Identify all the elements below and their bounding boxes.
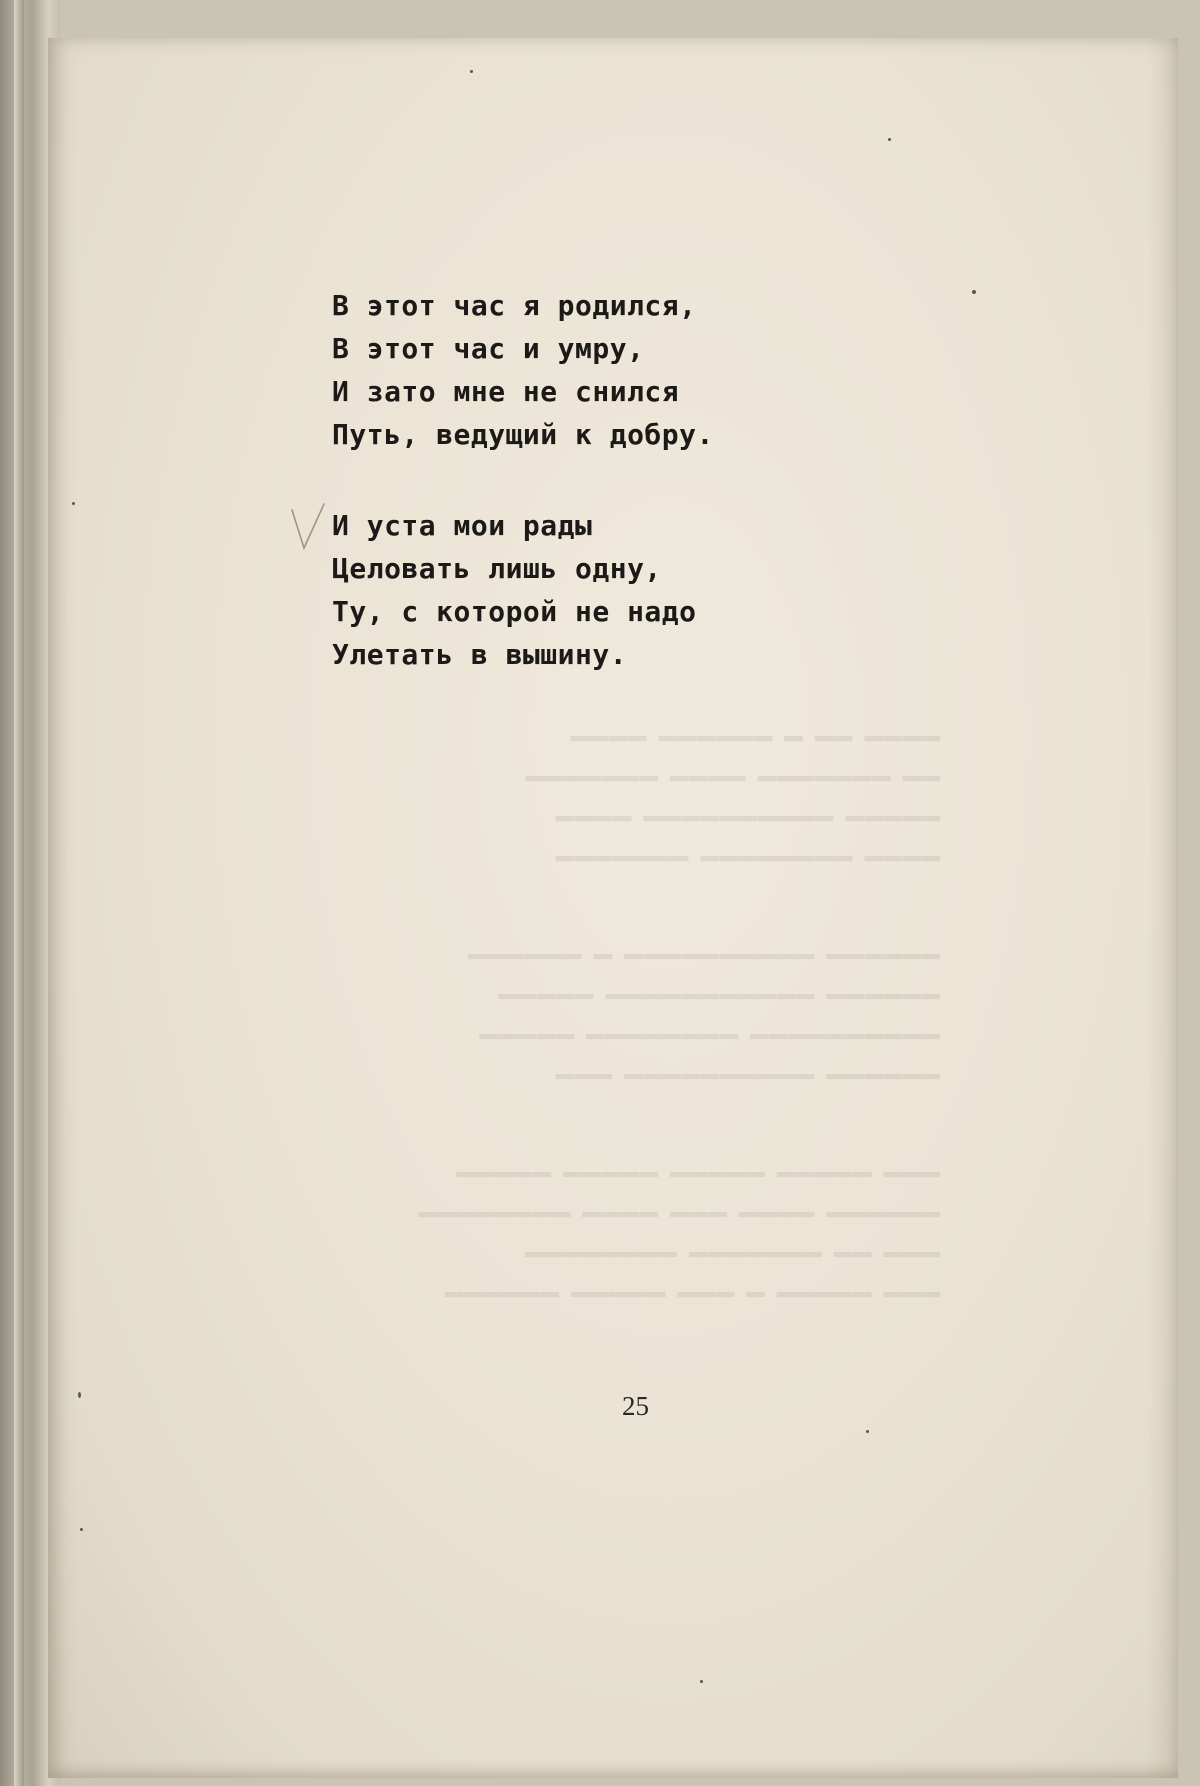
- paper-speck: [700, 1680, 703, 1683]
- paper-speck: [80, 1528, 83, 1531]
- poem-line: Путь, ведущий к добру.: [332, 418, 714, 451]
- paper-speck: [888, 138, 891, 141]
- poem-line: В этот час я родился,: [332, 289, 697, 322]
- stanza-1: [332, 284, 714, 456]
- page-edge-shadow: [1148, 38, 1178, 1778]
- poem-line: В этот час и умру,: [332, 332, 645, 365]
- spine-edge: [14, 0, 24, 1786]
- paper-speck: [78, 1392, 81, 1398]
- poem-line: Целовать лишь одну,: [332, 552, 662, 585]
- poem-line: Улетать в вышину.: [332, 638, 628, 671]
- pencil-check-mark: [288, 502, 328, 552]
- stanza-gap: [332, 456, 714, 504]
- paper-speck: [72, 502, 75, 505]
- paper-speck: [470, 70, 473, 73]
- paper-speck: [866, 1430, 869, 1433]
- poem-line: И зато мне не снился: [332, 375, 680, 408]
- paper-speck: [972, 290, 976, 294]
- poem-line: И уста мои рады: [332, 509, 593, 542]
- stanza-2: [332, 504, 714, 676]
- poem-text: [332, 284, 714, 676]
- bleed-through-text: ━━━━ ━━ ━ ━━━━━━ ━━━━ ━━ ━━━━━━━ ━━━━ ━━━━━━━ ━━━━━ ━━━━━━━━━━ ━━━━ ━━━━ ━━━━━━━━ ━━━━━━━ ━━━━━━ ━━━━━━━━━━ ━ ━━━━━━ ━━━━━━ ━━━━━━━━━━━ ━━━━━ ━━━━━━━━━━ ━━━━━━━━ ━━━━━ ━━━━━━ ━━━━━━━━━━ ━━━ ━━━ ━━━━━ ━━━━━ ━━━━━ ━━━━━ ━━━━━━ ━━━━ ━━━ ━━━━ ━━━━━━━━ ━━━ ━━ ━━━━━━━ ━━━━━━━━ ━━━ ━━━━━ ━ ━━━ ━━━━━ ━━━━━━: [417, 722, 940, 1313]
- page-number: 25: [622, 1391, 649, 1421]
- poem-line: Ту, с которой не надо: [332, 595, 697, 628]
